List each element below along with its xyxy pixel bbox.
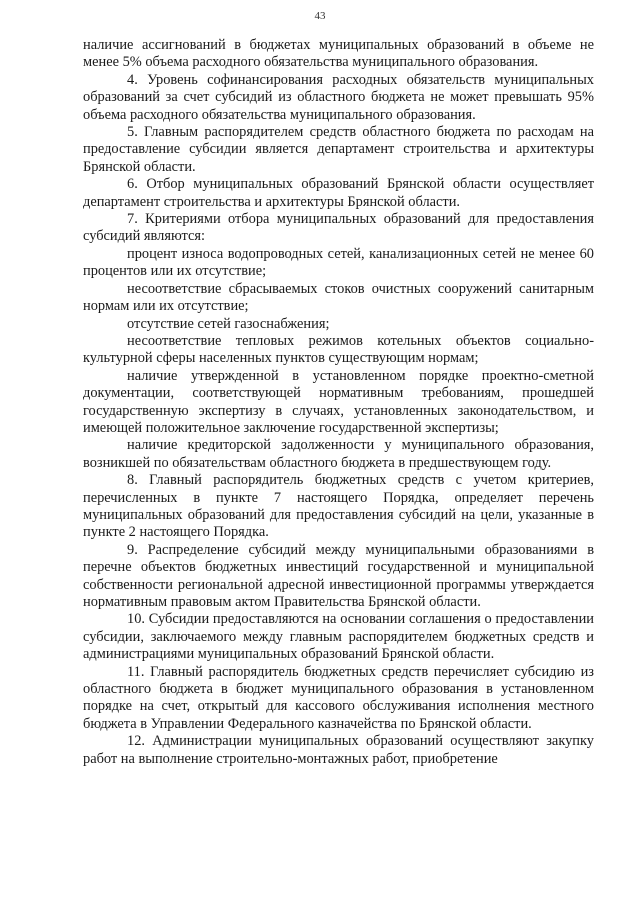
paragraph-10: наличие утвержденной в установленном порядке проектно-сметной документации, соответствующей нормативным требованиям, прошедшей государственную экспертизу в случаях, установленных законодательством, и имеющей положительное заключение государственной экспертизы; (83, 367, 594, 436)
paragraph-16: 12. Администрации муниципальных образований осуществляют закупку работ на выполнение строительно-монтажных работ, приобретение (83, 733, 594, 767)
paragraph-15: 11. Главный распорядитель бюджетных средств перечисляет субсидию из областного бюджета в бюджет муниципального образования в установленном порядке на счет, открытый для кассового обслуживания исполнения местного бюджета в Управлении Федерального казначейства по Брянской области. (83, 663, 594, 732)
paragraph-2: 4. Уровень софинансирования расходных обязательств муниципальных образований за счет субсидий из областного бюджета не может превышать 95% объема расходного обязательства муниципального образования. (83, 71, 594, 123)
paragraph-9: несоответствие тепловых режимов котельных объектов социально-культурной сферы населенных пунктов существующим нормам; (83, 332, 594, 367)
paragraph-12: 8. Главный распорядитель бюджетных средств с учетом критериев, перечисленных в пункте 7 настоящего Порядка, определяет перечень муниципальных образований для предоставления субсидий на цели, указанные в пункте 2 настоящего Порядка. (83, 472, 594, 541)
paragraph-1: наличие ассигнований в бюджетах муниципальных образований в объеме не менее 5% объема расходного обязательства муниципального образования. (83, 37, 594, 71)
paragraph-11: наличие кредиторской задолженности у муниципального образования, возникшей по обязательствам областного бюджета в предшествующем году. (83, 437, 594, 471)
page-number: 43 (314, 10, 326, 22)
paragraph-3: 5. Главным распорядителем средств областного бюджета по расходам на предоставление субсидии является департамент строительства и архитектуры Брянской области. (83, 124, 594, 175)
document-body (83, 37, 594, 768)
paragraph-8: отсутствие сетей газоснабжения; (127, 315, 330, 332)
paragraph-13: 9. Распределение субсидий между муниципальными образованиями в перечне объектов бюджетных инвестиций государственной и муниципальной собственности региональной адресной инвестиционной программы утверждается нормативным правовым актом Правительства Брянской области. (83, 541, 594, 610)
paragraph-5: 7. Критериями отбора муниципальных образований для предоставления субсидий являются: (83, 211, 594, 245)
paragraph-7: несоответствие сбрасываемых стоков очистных сооружений санитарным нормам или их отсутствие; (83, 280, 594, 315)
paragraph-4: 6. Отбор муниципальных образований Брянской области осуществляет департамент строительства и архитектуры Брянской области. (83, 176, 594, 210)
paragraph-14: 10. Субсидии предоставляются на основании соглашения о предоставлении субсидии, заключаемого между главным распорядителем бюджетных средств и администрациями муниципальных образований Брянской области. (83, 611, 594, 663)
paragraph-6: процент износа водопроводных сетей, канализационных сетей не менее 60 процентов или их отсутствие; (83, 245, 594, 280)
